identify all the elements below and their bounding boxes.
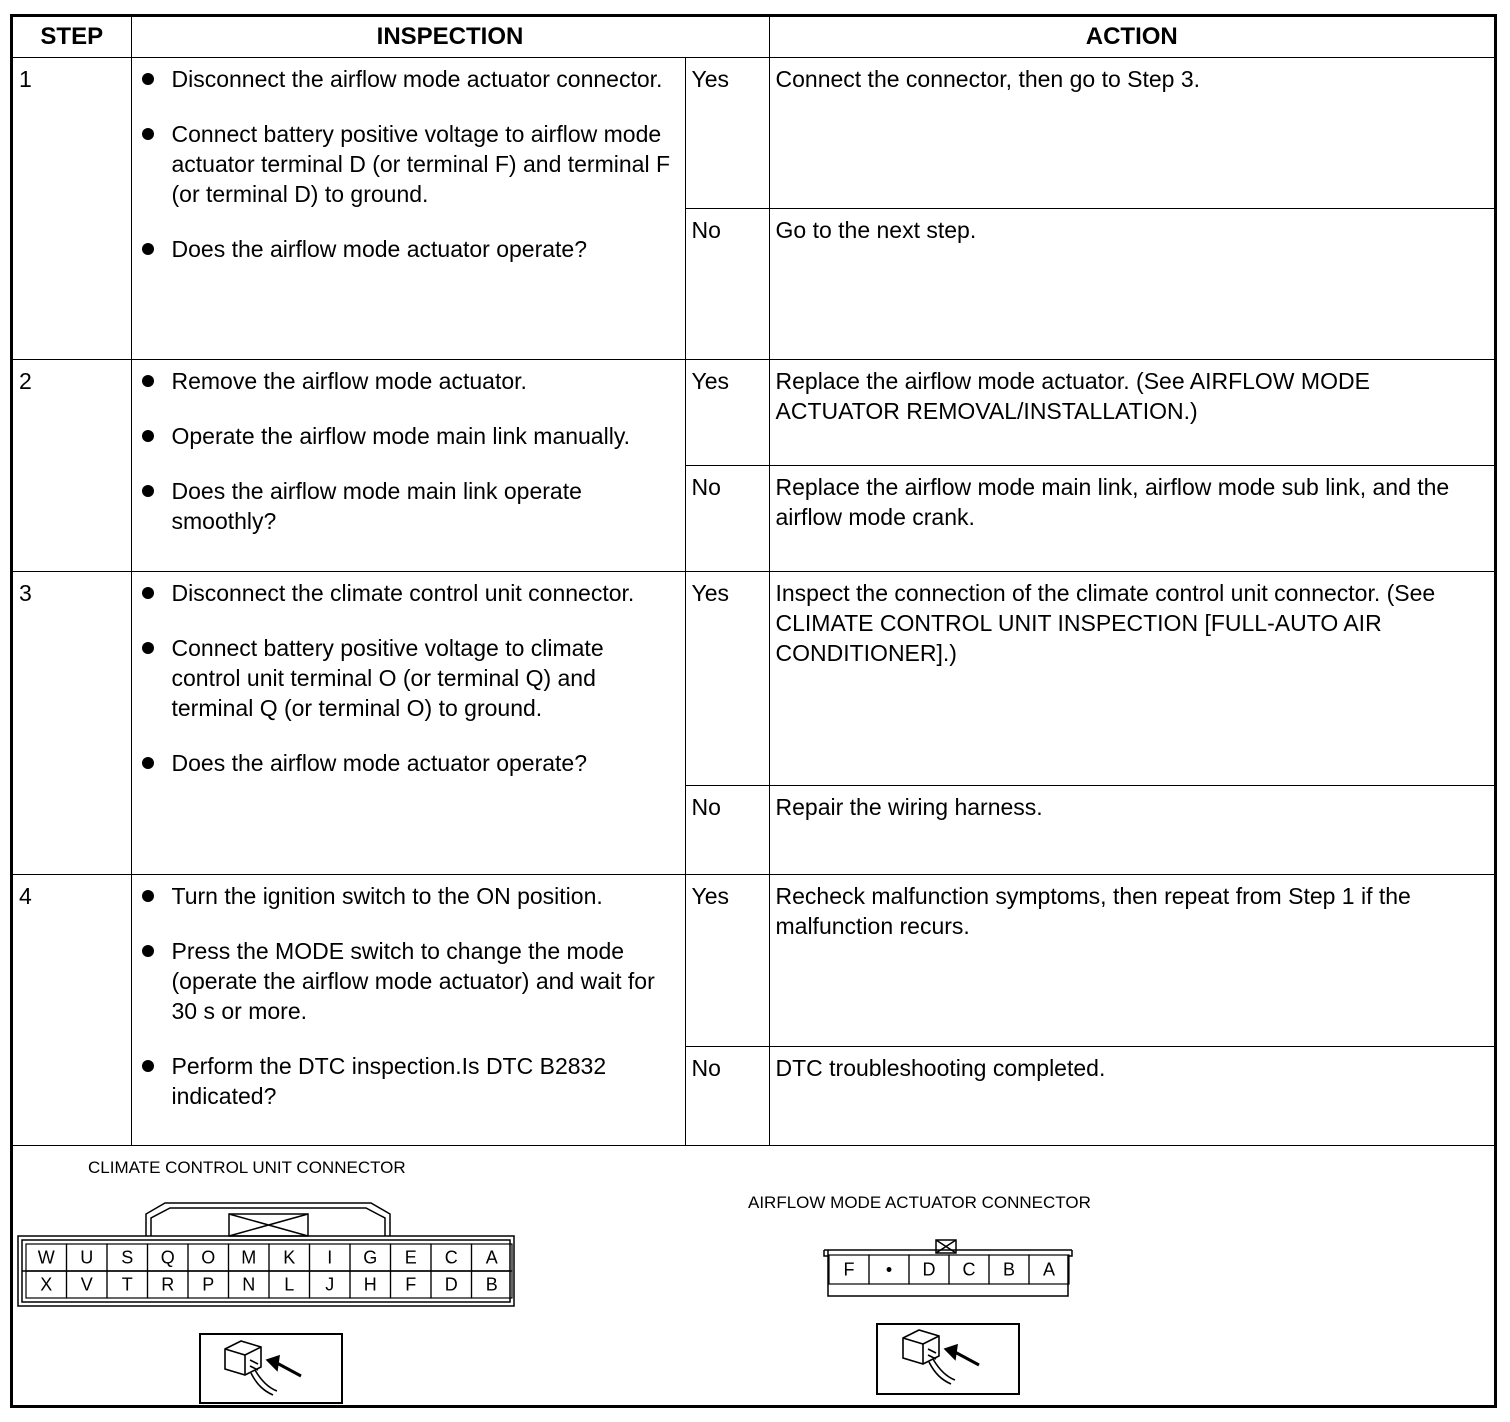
pin-label: B [1002,1259,1016,1280]
pin-label: W [37,1247,55,1268]
pin-label: F [843,1259,855,1280]
yes-action: Connect the connector, then go to Step 3. [769,58,1494,209]
step-3-yes-row [13,572,1494,786]
climate-connector-title: CLIMATE CONTROL UNIT CONNECTOR [88,1158,406,1177]
no-action: Repair the wiring harness. [769,786,1494,875]
step-inspection [131,572,685,875]
pin-label: A [485,1247,498,1268]
pin-label: R [161,1274,175,1295]
pin-label: D [922,1259,936,1280]
actuator-connector-housing [824,1240,1072,1296]
step-inspection [131,875,685,1146]
pin-label: E [404,1247,417,1268]
step-inspection [131,58,685,360]
yes-action: Recheck malfunction symptoms, then repeat from Step 1 if the malfunction recurs. [769,875,1494,1047]
inspection-item: Perform the DTC inspection.Is DTC B2832 indicated? [138,1051,679,1111]
actuator-connector-title: AIRFLOW MODE ACTUATOR CONNECTOR [748,1193,1091,1212]
inspection-item: Turn the ignition switch to the ON position. [138,881,679,911]
pin-label: F [405,1274,417,1295]
step-1-yes-row [13,58,1494,209]
connector-diagrams [13,1148,1494,1405]
header-step: STEP [13,17,131,58]
inspection-item: Connect battery positive voltage to climate control unit terminal O (or terminal Q) and terminal Q (or terminal O) to ground. [138,633,679,723]
connector-harness-side-icon [225,1341,301,1395]
pin-label: V [80,1274,93,1295]
pin-label: M [241,1247,257,1268]
yes-action: Replace the airflow mode actuator. (See AIRFLOW MODE ACTUATOR REMOVAL/INSTALLATION.) [769,360,1494,466]
step-4-yes-row [13,875,1494,1047]
pin-label: X [40,1274,53,1295]
pin-label: D [444,1274,458,1295]
pin-label: I [327,1247,333,1268]
pin-label: S [121,1247,134,1268]
actuator-connector-icon-box [877,1324,1019,1394]
pin-label: • [885,1259,893,1280]
pin-label: C [962,1259,976,1280]
yes-action: Inspect the connection of the climate control unit connector. (See CLIMATE CONTROL UNIT INSPECTION [FULL-AUTO AIR CONDITIONER].) [769,572,1494,786]
inspection-item: Press the MODE switch to change the mode (operate the airflow mode actuator) and wait for 30 s or more. [138,936,679,1026]
inspection-item: Disconnect the climate control unit connector. [138,578,679,608]
yes-label: Yes [685,572,769,786]
no-label: No [685,466,769,572]
header-action: ACTION [769,17,1494,58]
pin-label: N [242,1274,256,1295]
inspection-item: Disconnect the airflow mode actuator connector. [138,64,679,94]
yes-label: Yes [685,875,769,1047]
step-number: 1 [13,58,131,360]
troubleshooting-table [13,17,1494,1146]
pin-label: K [283,1247,296,1268]
yes-label: Yes [685,58,769,209]
yes-label: Yes [685,360,769,466]
climate-connector-icon-box [200,1334,342,1403]
pin-label: G [363,1247,378,1268]
pin-label: H [363,1274,377,1295]
actuator-pin-row [829,1255,1069,1284]
pin-label: P [202,1274,215,1295]
no-label: No [685,1047,769,1146]
step-number: 3 [13,572,131,875]
step-2-yes-row [13,360,1494,466]
no-action: Go to the next step. [769,209,1494,360]
header-row [13,17,1494,58]
header-inspection: INSPECTION [131,17,769,58]
no-label: No [685,209,769,360]
no-label: No [685,786,769,875]
step-number: 4 [13,875,131,1146]
pin-label: Q [160,1247,175,1268]
inspection-item: Operate the airflow mode main link manually. [138,421,679,451]
pin-label: L [284,1274,295,1295]
inspection-item: Does the airflow mode actuator operate? [138,748,679,778]
procedure-frame [10,14,1497,1408]
climate-pin-grid [26,1244,512,1298]
pin-label: J [325,1274,335,1295]
no-action: Replace the airflow mode main link, airflow mode sub link, and the airflow mode crank. [769,466,1494,572]
inspection-item: Does the airflow mode main link operate smoothly? [138,476,679,536]
connector-diagram-canvas [13,1148,1494,1405]
pin-label: A [1042,1259,1056,1280]
pin-label: C [444,1247,458,1268]
inspection-item: Connect battery positive voltage to airflow mode actuator terminal D (or terminal F) and terminal F (or terminal D) to ground. [138,119,679,209]
pin-label: O [201,1247,216,1268]
inspection-item: Remove the airflow mode actuator. [138,366,679,396]
pin-label: U [80,1247,94,1268]
no-action: DTC troubleshooting completed. [769,1047,1494,1146]
pin-label: T [121,1274,133,1295]
inspection-item: Does the airflow mode actuator operate? [138,234,679,264]
connector-harness-side-icon [903,1330,979,1384]
pin-label: B [485,1274,498,1295]
step-number: 2 [13,360,131,572]
step-inspection [131,360,685,572]
